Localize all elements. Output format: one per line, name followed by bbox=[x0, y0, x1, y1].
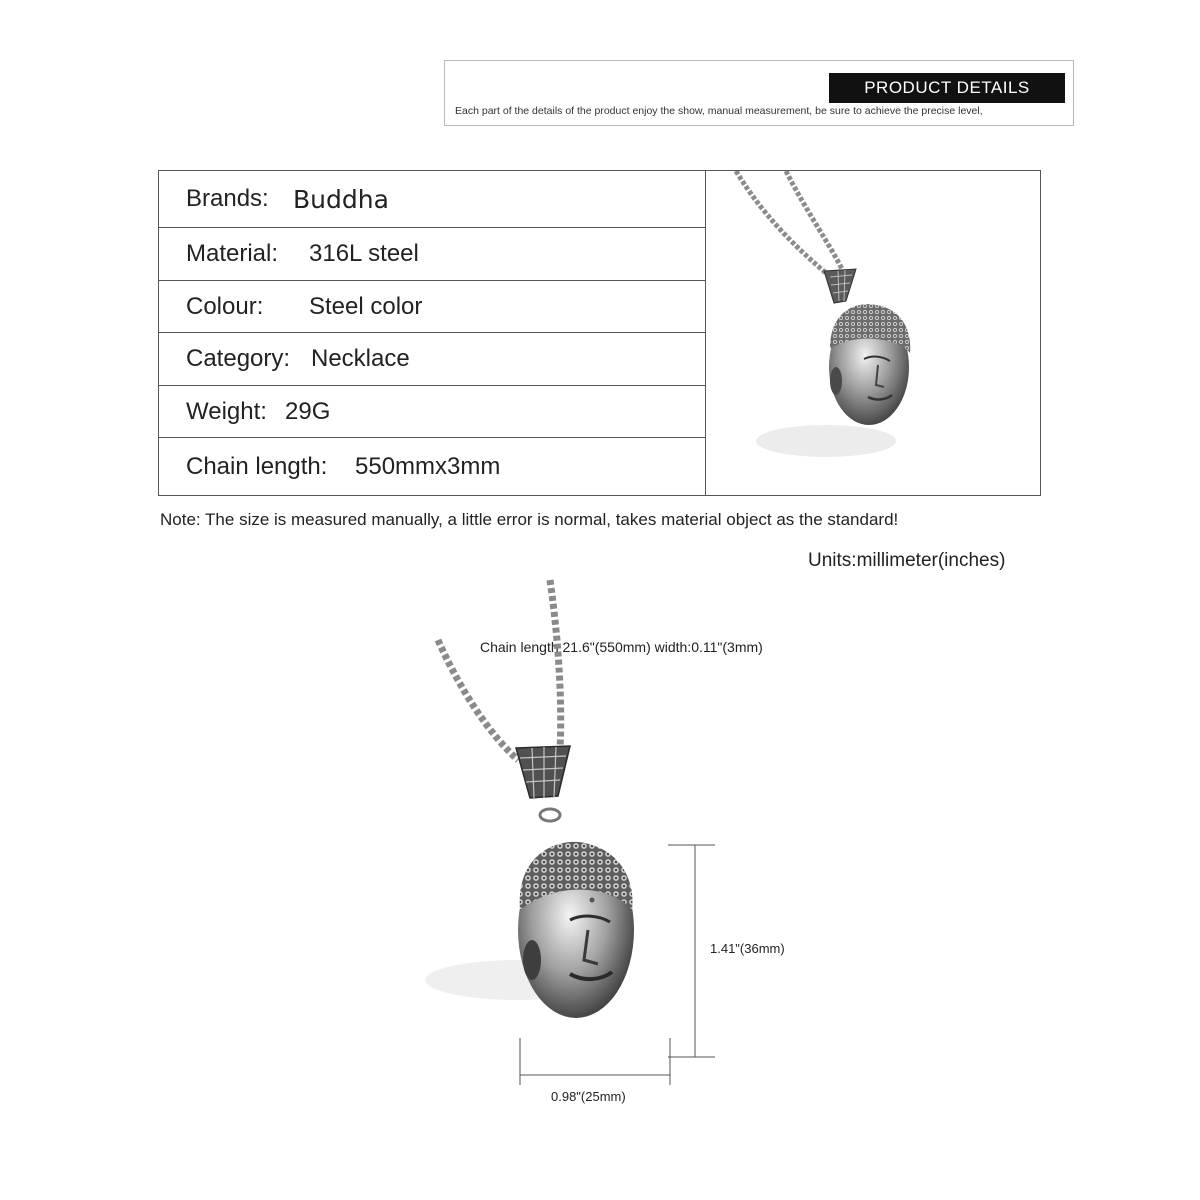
spec-value: Buddha bbox=[293, 184, 389, 214]
spec-label: Colour: bbox=[186, 292, 264, 320]
spec-label: Brands: bbox=[186, 185, 269, 212]
spec-label: Category: bbox=[186, 345, 291, 372]
spec-value: Steel color bbox=[309, 292, 423, 320]
spec-value: Necklace bbox=[311, 345, 410, 372]
height-dimension-label: 1.41"(36mm) bbox=[710, 941, 785, 956]
width-dimension-label: 0.98"(25mm) bbox=[551, 1089, 626, 1104]
units-label: Units:millimeter(inches) bbox=[808, 550, 1006, 571]
spec-table bbox=[159, 171, 706, 495]
spec-row-brand bbox=[159, 171, 705, 228]
spec-row-weight bbox=[159, 386, 705, 438]
spec-value: 29G bbox=[285, 397, 331, 425]
spec-value: 316L steel bbox=[309, 240, 419, 267]
spec-label: Chain length: bbox=[186, 452, 328, 480]
spec-table-box bbox=[158, 170, 1041, 496]
spec-row-colour bbox=[159, 281, 705, 333]
product-photo bbox=[706, 171, 1040, 495]
spec-label: Weight: bbox=[186, 397, 267, 425]
product-details-banner bbox=[444, 60, 1074, 126]
chain-length-caption: Chain length 21.6"(550mm) width:0.11"(3mm) bbox=[480, 639, 763, 655]
spec-row-material bbox=[159, 228, 705, 281]
spec-row-chain-length bbox=[159, 438, 705, 495]
spec-value: 550mmx3mm bbox=[355, 452, 501, 480]
dimension-lines bbox=[510, 835, 730, 1095]
buddha-pendant-icon bbox=[706, 171, 1040, 495]
spec-row-category bbox=[159, 333, 705, 386]
measurement-note: Note: The size is measured manually, a little error is normal, takes material object as the standard! bbox=[160, 510, 899, 529]
banner-subtitle: Each part of the details of the product enjoy the show, manual measurement, be sure to achieve the precise level, bbox=[455, 105, 983, 117]
banner-title: PRODUCT DETAILS bbox=[829, 73, 1065, 103]
spec-label: Material: bbox=[186, 240, 279, 267]
